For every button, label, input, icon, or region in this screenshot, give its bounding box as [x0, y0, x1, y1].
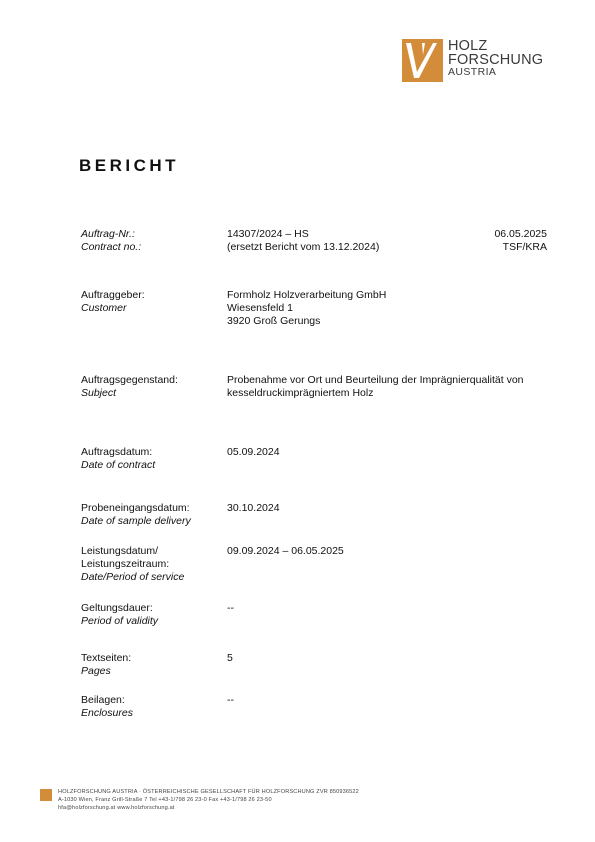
enclosures-label-en: Enclosures [81, 707, 133, 719]
pages-label [81, 652, 131, 678]
subject-label-de: Auftragsgegenstand: [81, 374, 178, 386]
sample-delivery-label-de: Probeneingangsdatum: [81, 502, 190, 514]
customer-city: 3920 Groß Gerungs [227, 315, 321, 327]
validity-value: -- [227, 602, 234, 614]
enclosures-label-de: Beilagen: [81, 694, 125, 706]
subject-value [227, 374, 524, 400]
contract-label [81, 228, 141, 254]
footer-square-icon [40, 789, 52, 801]
contract-label-en: Contract no.: [81, 241, 142, 253]
logo-wordmark [448, 39, 543, 78]
contract-date-value: 05.09.2024 [227, 446, 280, 458]
customer-label-de: Auftraggeber: [81, 289, 145, 301]
enclosures-label [81, 694, 133, 720]
service-period-label [81, 545, 184, 584]
enclosures-value: -- [227, 694, 234, 706]
customer-value [227, 289, 386, 328]
pages-label-en: Pages [81, 665, 111, 677]
customer-label-en: Customer [81, 302, 127, 314]
sample-delivery-value: 30.10.2024 [227, 502, 280, 514]
report-title: BERICHT [79, 156, 180, 175]
subject-label [81, 374, 178, 400]
logo-mark-icon [402, 39, 443, 82]
contract-label-de: Auftrag-Nr.: [81, 228, 135, 240]
service-period-label-en: Date/Period of service [81, 571, 185, 583]
report-date: 06.05.2025 [494, 228, 547, 240]
contract-replaces-note: (ersetzt Bericht vom 13.12.2024) [227, 241, 380, 253]
subject-line-1: Probenahme vor Ort und Beurteilung der Imprägnierqualität von [227, 374, 524, 386]
validity-label-de: Geltungsdauer: [81, 602, 153, 614]
sample-delivery-label-en: Date of sample delivery [81, 515, 191, 527]
company-logo [402, 39, 562, 83]
footer-organization: HOLZFORSCHUNG AUSTRIA · ÖSTERREICHISCHE GESELLSCHAFT FÜR HOLZFORSCHUNG ZVR 850936522 [58, 789, 359, 795]
footer-contact: hfa@holzforschung.at www.holzforschung.at [58, 805, 175, 811]
service-period-label-de-2: Leistungszeitraum: [81, 558, 170, 570]
report-date-block [494, 228, 547, 254]
footer-address: A-1030 Wien, Franz Grill-Straße 7 Tel +43-1/798 26 23-0 Fax +43-1/798 26 23-50 [58, 797, 272, 803]
service-period-value: 09.09.2024 – 06.05.2025 [227, 545, 344, 557]
contract-date-label-de: Auftragsdatum: [81, 446, 153, 458]
customer-name: Formholz Holzverarbeitung GmbH [227, 289, 387, 301]
contract-date-label [81, 446, 155, 472]
logo-line-forschung: FORSCHUNG [448, 52, 544, 68]
contract-value [227, 228, 379, 254]
customer-street: Wiesensfeld 1 [227, 302, 293, 314]
subject-line-2: kesseldruckimprägniertem Holz [227, 387, 374, 399]
pages-label-de: Textseiten: [81, 652, 132, 664]
contract-number: 14307/2024 – HS [227, 228, 309, 240]
validity-label-en: Period of validity [81, 615, 159, 627]
sample-delivery-label [81, 502, 191, 528]
logo-line-austria: AUSTRIA [448, 66, 497, 78]
report-reference: TSF/KRA [502, 241, 547, 253]
validity-label [81, 602, 158, 628]
logo-line-holz: HOLZ [448, 38, 488, 54]
footer-text [58, 788, 478, 812]
customer-label [81, 289, 145, 315]
service-period-label-de-1: Leistungsdatum/ [81, 545, 159, 557]
contract-date-label-en: Date of contract [81, 459, 156, 471]
pages-value: 5 [227, 652, 233, 664]
subject-label-en: Subject [81, 387, 117, 399]
